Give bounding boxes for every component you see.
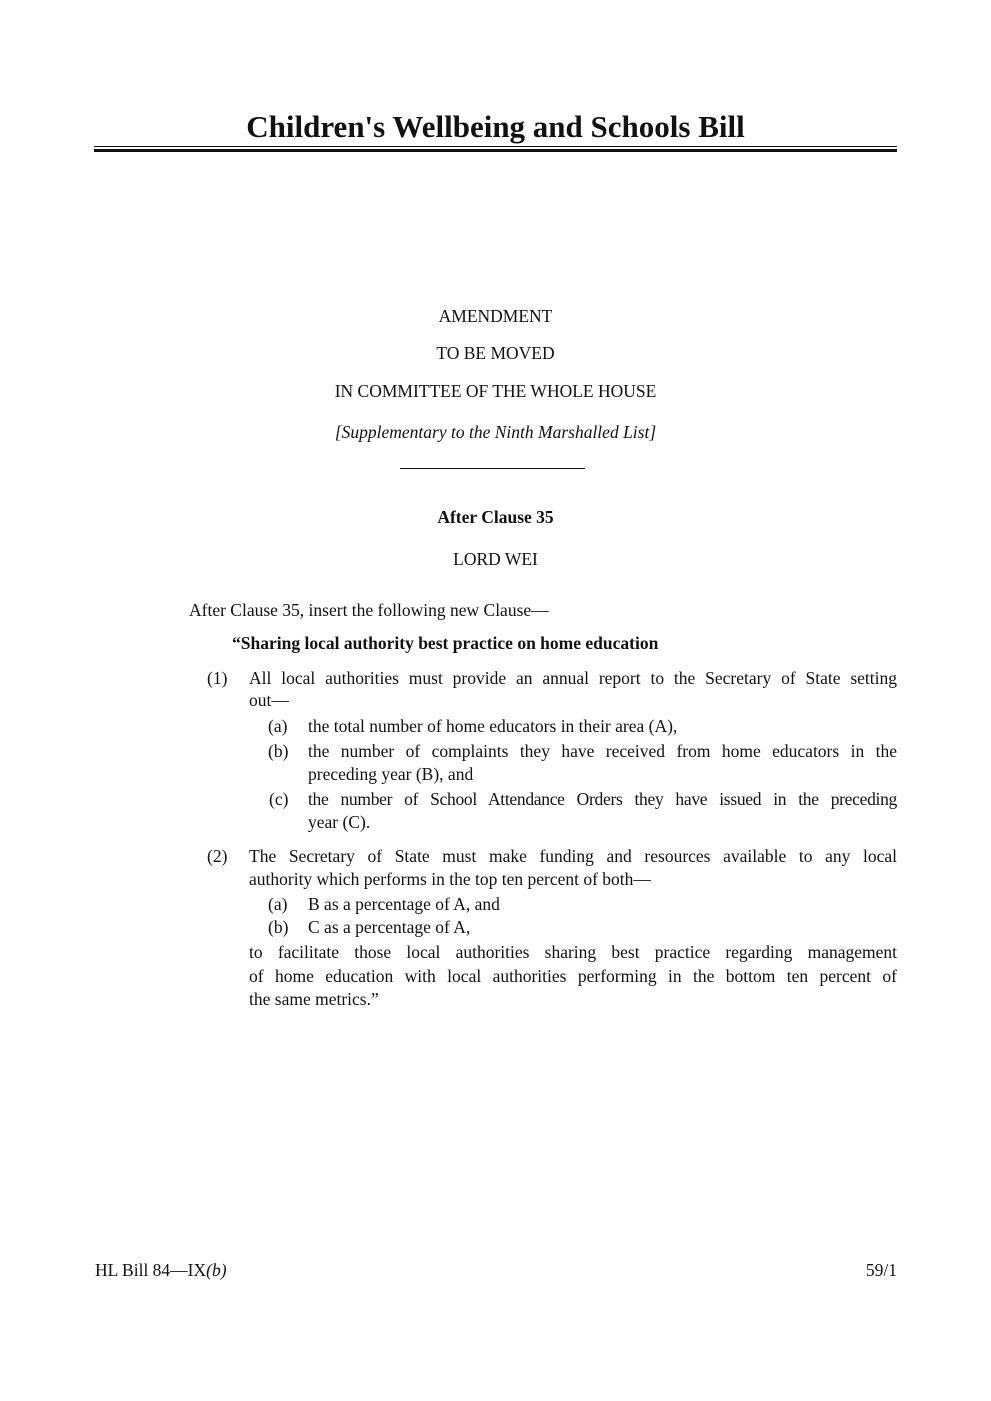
paragraph-text: the number of complaints they have received from home educators in the [308, 741, 897, 761]
amendment-label: AMENDMENT [438, 306, 553, 326]
paragraph-number: (b) [268, 741, 289, 761]
page-number: 59/1 [865, 1260, 897, 1280]
supplementary-note: [Supplementary to the Ninth Marshalled List] [334, 422, 657, 442]
subsection-tail: of home education with local authorities performing in the bottom ten percent of [249, 966, 897, 986]
mover-name: LORD WEI [453, 549, 538, 569]
paragraph-text: B as a percentage of A, and [308, 894, 500, 914]
to-be-moved: TO BE MOVED [436, 343, 555, 363]
subsection-tail: the same metrics.” [249, 989, 379, 1009]
paragraph-text: C as a percentage of A, [308, 917, 471, 937]
paragraph-number: (a) [268, 894, 288, 914]
instruction: After Clause 35, insert the following new Clause— [189, 600, 549, 620]
paragraph-text: year (C). [308, 812, 371, 832]
paragraph-text: the number of School Attendance Orders they have issued in the preceding [308, 789, 897, 809]
paragraph-text: preceding year (B), and [308, 764, 474, 784]
subsection-number: (2) [207, 846, 228, 866]
paragraph-number: (a) [268, 716, 288, 736]
paragraph-text: the total number of home educators in their area (A), [308, 716, 678, 736]
subsection-text: All local authorities must provide an annual report to the Secretary of State setting [249, 668, 897, 688]
title-rule-thin [94, 146, 897, 147]
clause-position-heading: After Clause 35 [437, 507, 554, 527]
subsection-tail: to facilitate those local authorities sharing best practice regarding management [249, 942, 897, 962]
subsection-text: The Secretary of State must make funding and resources available to any local [249, 846, 897, 866]
bill-suffix: (b) [206, 1260, 227, 1280]
title-rule-thick [94, 149, 897, 152]
paragraph-number: (b) [268, 917, 289, 937]
divider [400, 468, 585, 469]
subsection-text: authority which performs in the top ten percent of both— [249, 869, 651, 889]
committee-stage: IN COMMITTEE OF THE WHOLE HOUSE [334, 381, 657, 401]
bill-title: Children's Wellbeing and Schools Bill [246, 109, 745, 144]
new-clause-title: “Sharing local authority best practice on home education [232, 633, 659, 653]
subsection-number: (1) [207, 668, 228, 688]
paragraph-number: (c) [269, 789, 289, 809]
bill-number: HL Bill 84—IX [95, 1260, 207, 1280]
bill-reference [95, 1259, 227, 1281]
subsection-text: out— [249, 690, 289, 710]
